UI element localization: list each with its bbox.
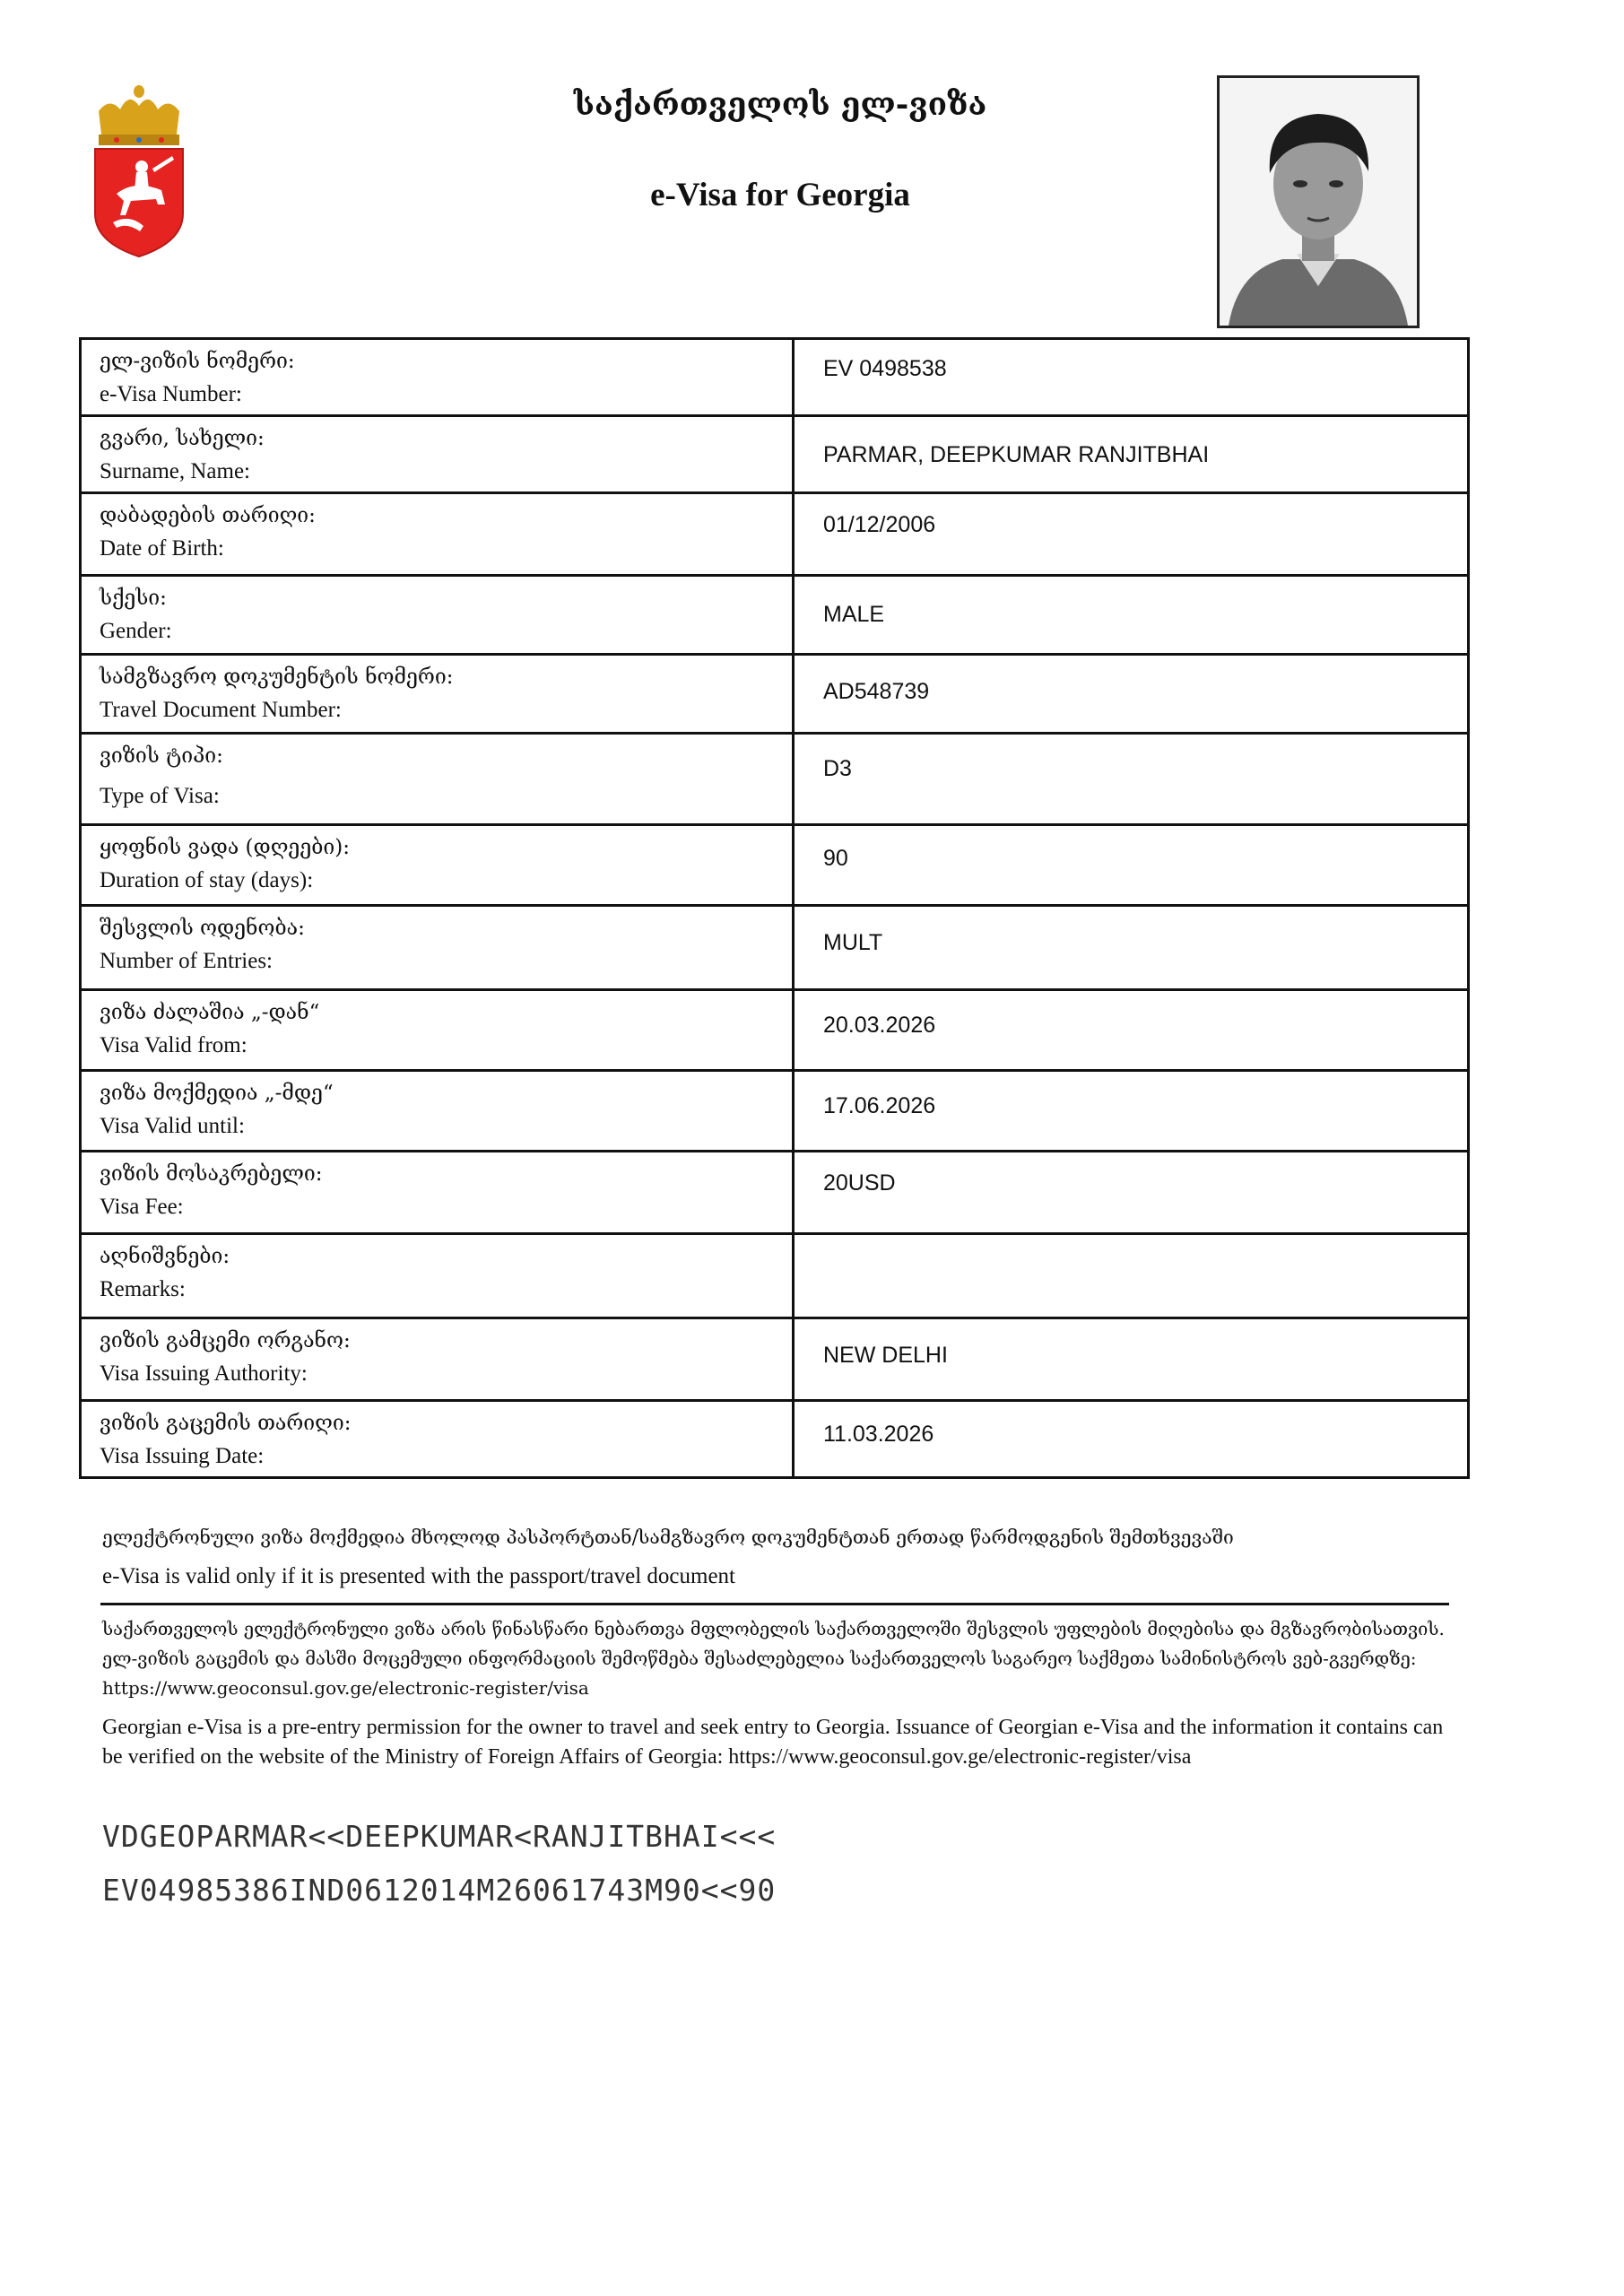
value-number-of-entries: MULT: [794, 906, 1469, 990]
label-english: Duration of stay (days):: [100, 868, 314, 892]
title-english: e-Visa for Georgia: [650, 177, 910, 213]
portrait-icon: [1220, 78, 1417, 326]
label-english: Surname, Name:: [100, 459, 251, 483]
validity-note-georgian: ელექტრონული ვიზა მოქმედია მხოლოდ პასპორტთან/სამგზავრო დოკუმენტთან ერთად წარმოდგენის შემთხვევაში: [102, 1526, 1234, 1548]
label-georgian: სქესი:: [100, 587, 167, 610]
row-duration-of-stay: [81, 825, 1469, 906]
divider: [100, 1603, 1449, 1605]
validity-note-english: e-Visa is valid only if it is presented with the passport/travel document: [102, 1564, 735, 1588]
value-date-of-birth: 01/12/2006: [794, 493, 1469, 576]
value-visa-fee: 20USD: [794, 1152, 1469, 1234]
label-english: Visa Valid until:: [100, 1114, 245, 1138]
value-evisa-number: EV 0498538: [794, 339, 1469, 416]
label-cell: [81, 825, 794, 906]
label-cell: [81, 1318, 794, 1401]
row-visa-valid-until: [81, 1071, 1469, 1152]
label-cell: [81, 906, 794, 990]
label-georgian: სამგზავრო დოკუმენტის ნომერი:: [100, 665, 454, 689]
label-cell: [81, 493, 794, 576]
row-remarks: [81, 1234, 1469, 1318]
label-cell: [81, 416, 794, 493]
value-remarks: [794, 1234, 1469, 1318]
label-english: Number of Entries:: [100, 949, 274, 973]
label-english: Remarks:: [100, 1277, 186, 1301]
label-georgian: ყოფნის ვადა (დღეები):: [100, 836, 350, 859]
mrz-line-1: VDGEOPARMAR<<DEEPKUMAR<RANJITBHAI<<<: [102, 1819, 777, 1854]
value-visa-valid-from: 20.03.2026: [794, 990, 1469, 1071]
label-georgian: აღნიშვნები:: [100, 1245, 230, 1268]
row-number-of-entries: [81, 906, 1469, 990]
label-cell: [81, 1234, 794, 1318]
label-georgian: ვიზა მოქმედია „-მდე“: [100, 1082, 334, 1105]
value-duration-of-stay: 90: [794, 825, 1469, 906]
label-cell: [81, 734, 794, 825]
label-cell: [81, 576, 794, 655]
info-paragraph-georgian: საქართველოს ელექტრონული ვიზა არის წინასწარი ნებართვა მფლობელის საქართველოში შესვლის უფლების მიღებისა და მგზავრობისათვის. ელ-ვიზის გაცემის და მასში მოცემული ინფორმაციის შემოწმება შესაძლებელია საქართველოს საგარეო საქმეთა სამინისტროს ვებ-გვერდზე: https://www.geoconsul.gov.ge/electronic-register/visa: [102, 1618, 1445, 1699]
row-surname-name: [81, 416, 1469, 493]
row-gender: [81, 576, 1469, 655]
value-travel-document-number: AD548739: [794, 655, 1469, 734]
row-visa-fee: [81, 1152, 1469, 1234]
label-english: Visa Valid from:: [100, 1033, 248, 1057]
crown-icon: [99, 85, 179, 145]
info-paragraph-english: Georgian e-Visa is a pre-entry permission for the owner to travel and seek entry to Georgia. Issuance of Georgian e-Visa and the information it contains can be verified on the website of the Ministry of Foreign Affairs of Georgia: https://www.geoconsul.gov.ge/electronic-register/visa: [102, 1716, 1444, 1769]
label-cell: [81, 655, 794, 734]
label-english: Gender:: [100, 619, 172, 643]
label-georgian: გვარი, სახელი:: [100, 427, 265, 450]
label-cell: [81, 1401, 794, 1478]
title-georgian: საქართველოს ელ-ვიზა: [573, 86, 987, 123]
row-evisa-number: [81, 339, 1469, 416]
label-georgian: შესვლის ოდენობა:: [100, 917, 305, 940]
applicant-photo: [1217, 75, 1420, 328]
label-english: e-Visa Number:: [100, 382, 242, 406]
row-type-of-visa: [81, 734, 1469, 825]
label-english: Type of Visa:: [100, 784, 220, 808]
label-georgian: დაბადების თარიღი:: [100, 504, 316, 527]
visa-details-table: [79, 337, 1470, 1479]
label-georgian: ვიზის გამცემი ორგანო:: [100, 1329, 351, 1352]
label-georgian: ვიზის გაცემის თარიღი:: [100, 1412, 352, 1435]
label-georgian: ვიზა ძალაშია „-დან“: [100, 1001, 320, 1024]
row-date-of-birth: [81, 493, 1469, 576]
coat-of-arms-icon: [90, 79, 188, 258]
row-visa-valid-from: [81, 990, 1469, 1071]
label-georgian: ელ-ვიზის ნომერი:: [100, 350, 295, 373]
value-visa-valid-until: 17.06.2026: [794, 1071, 1469, 1152]
row-visa-issuing-date: [81, 1401, 1469, 1478]
label-english: Visa Fee:: [100, 1195, 184, 1219]
label-cell: [81, 1152, 794, 1234]
label-english: Visa Issuing Authority:: [100, 1361, 308, 1386]
value-gender: MALE: [794, 576, 1469, 655]
label-georgian: ვიზის ტიპი:: [100, 744, 223, 768]
value-type-of-visa: D3: [794, 734, 1469, 825]
label-georgian: ვიზის მოსაკრებელი:: [100, 1162, 323, 1186]
mrz-line-2: EV04985386IND0612014M26061743M90<<90: [102, 1873, 777, 1908]
label-english: Travel Document Number:: [100, 698, 342, 722]
label-english: Visa Issuing Date:: [100, 1444, 265, 1468]
row-travel-document-number: [81, 655, 1469, 734]
value-visa-issuing-authority: NEW DELHI: [794, 1318, 1469, 1401]
value-visa-issuing-date: 11.03.2026: [794, 1401, 1469, 1478]
value-surname-name: PARMAR, DEEPKUMAR RANJITBHAI: [794, 416, 1469, 493]
label-cell: [81, 990, 794, 1071]
label-cell: [81, 339, 794, 416]
label-cell: [81, 1071, 794, 1152]
row-visa-issuing-authority: [81, 1318, 1469, 1401]
label-english: Date of Birth:: [100, 536, 224, 561]
